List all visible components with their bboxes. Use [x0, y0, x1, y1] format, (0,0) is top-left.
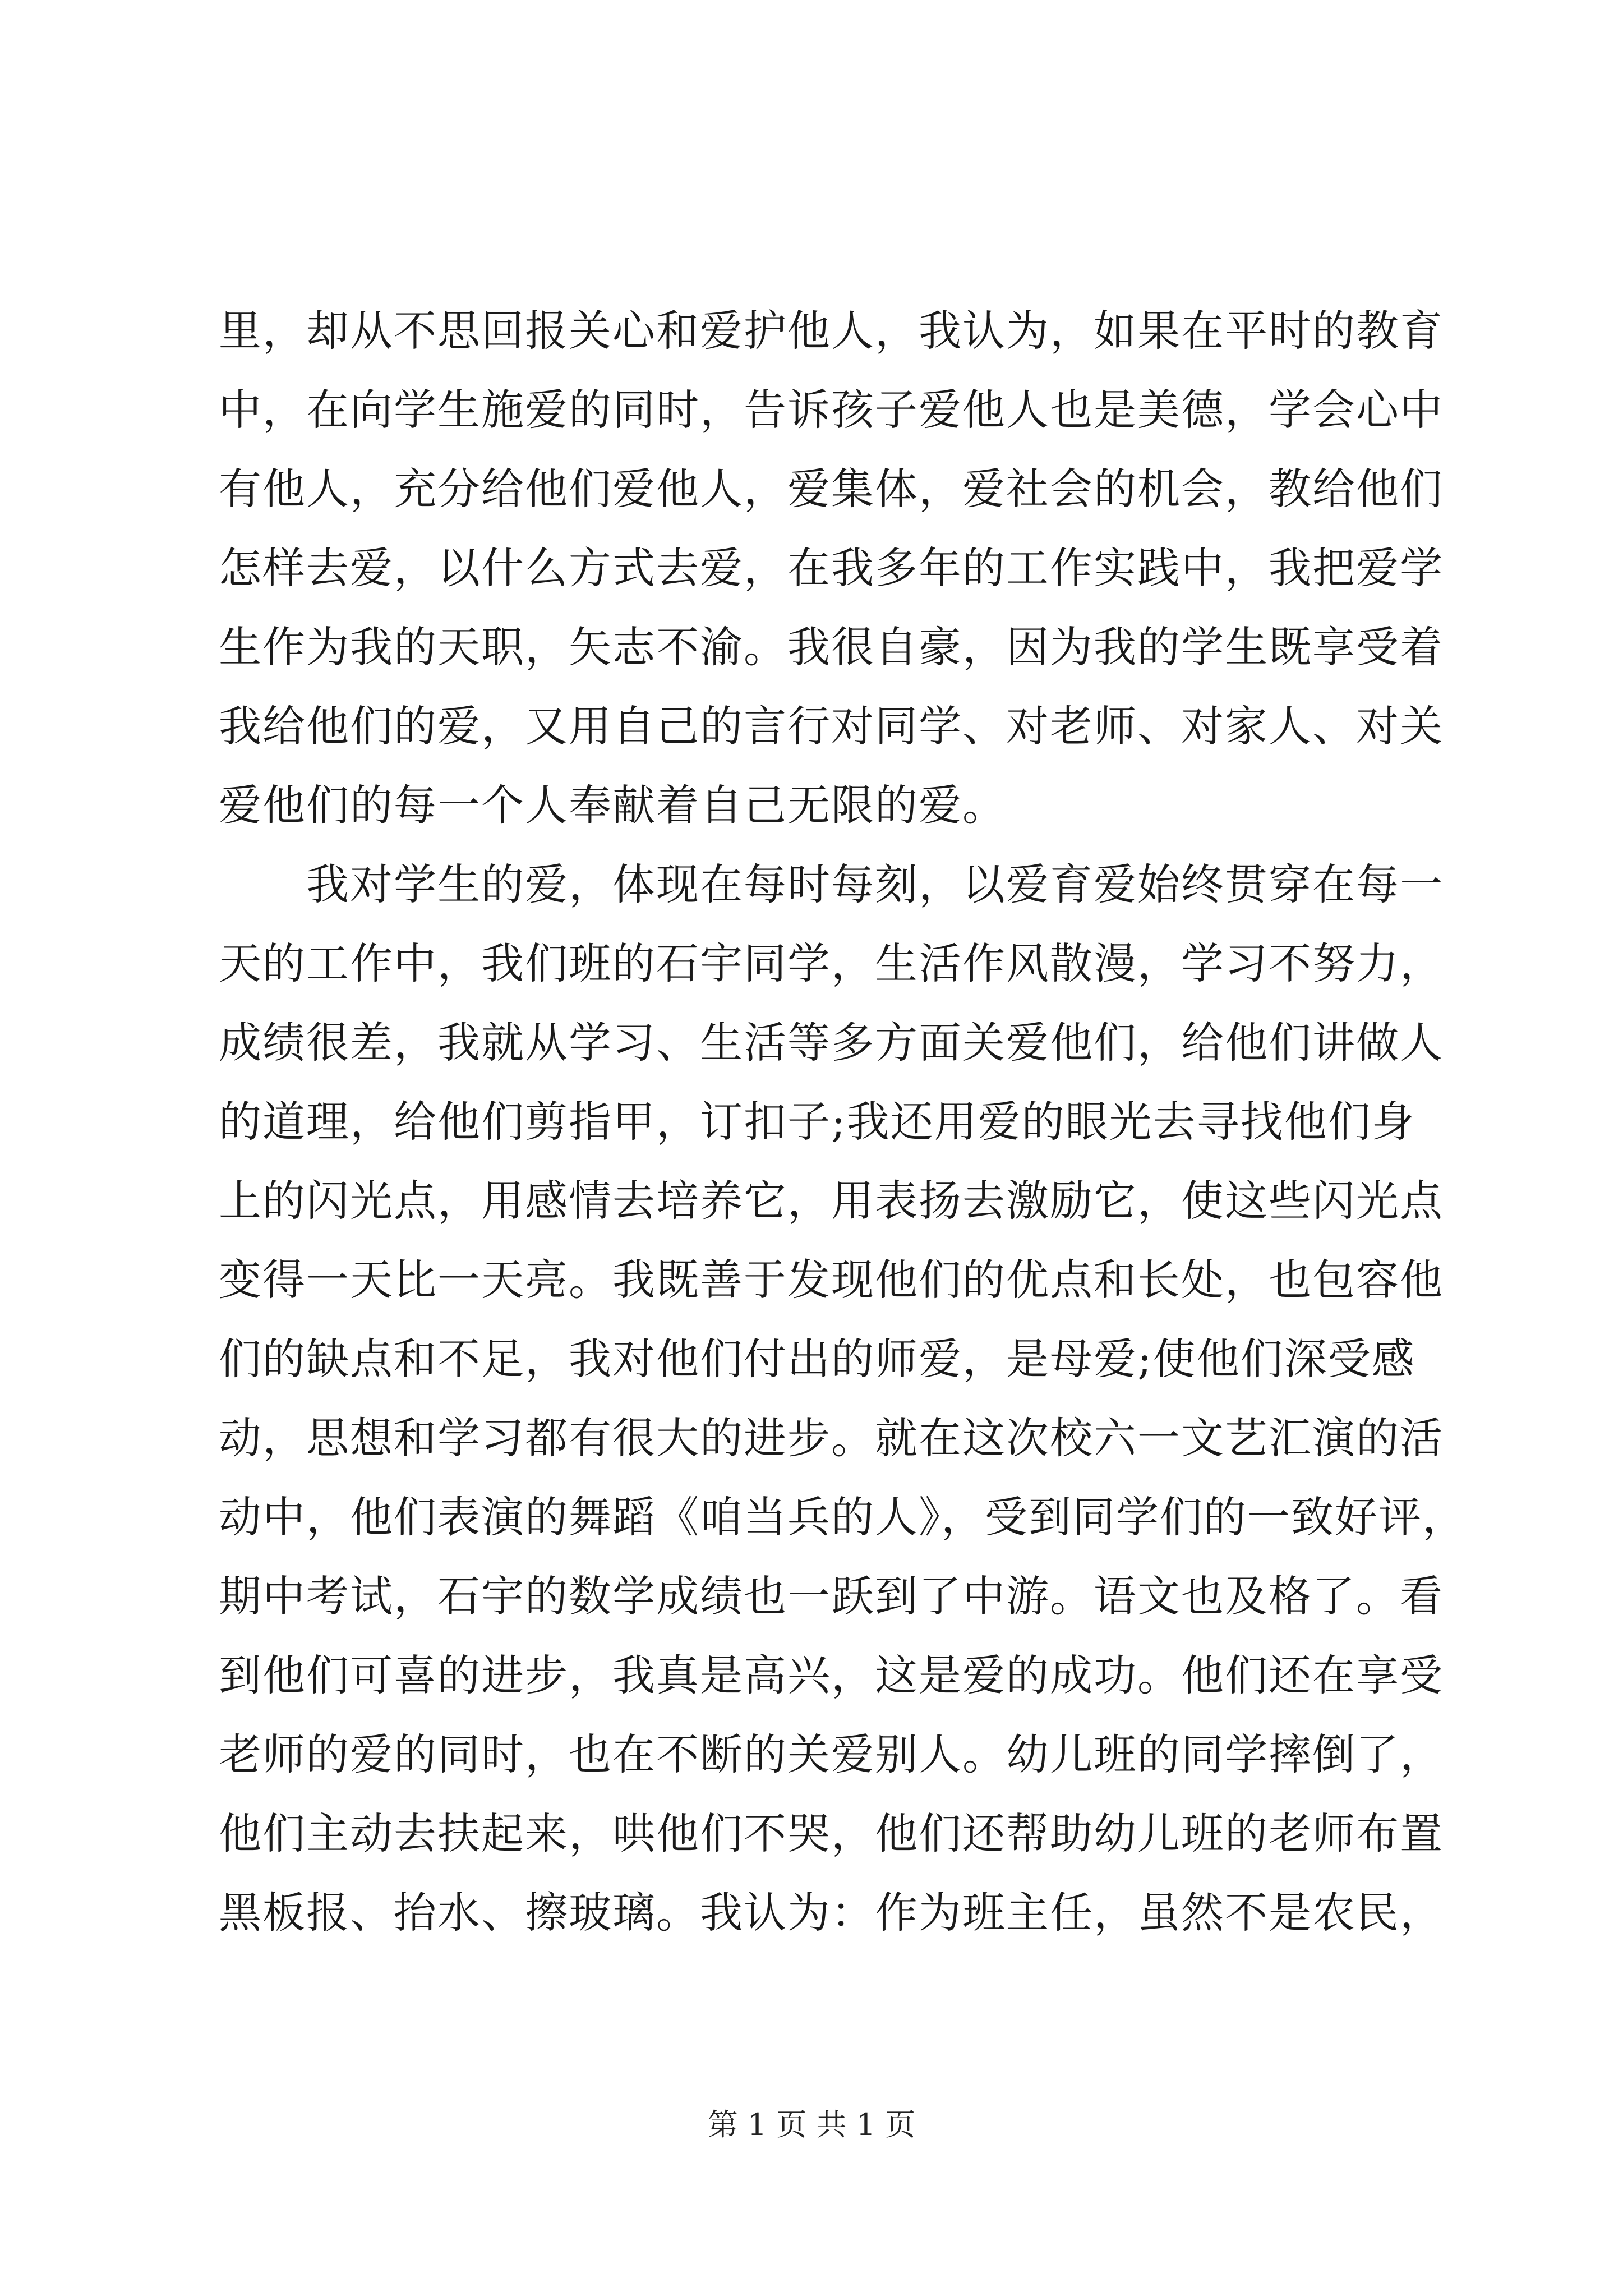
text-line: 爱他们的每一个人奉献着自己无限的爱。 — [219, 780, 1006, 830]
text-line: 老师的爱的同时，也在不断的关爱别人。幼儿班的同学摔倒了， — [219, 1729, 1444, 1779]
text-line: 怎样去爱，以什么方式去爱，在我多年的工作实践中，我把爱学 — [219, 543, 1444, 593]
text-line: 期中考试，石宇的数学成绩也一跃到了中游。语文也及格了。看 — [219, 1571, 1444, 1621]
text-line: 们的缺点和不足，我对他们付出的师爱，是母爱;使他们深受感 — [219, 1334, 1415, 1384]
text-line: 中，在向学生施爱的同时，告诉孩子爱他人也是美德，学会心中 — [219, 385, 1444, 435]
text-line: 动中，他们表演的舞蹈《咱当兵的人》，受到同学们的一致好评， — [219, 1492, 1466, 1542]
text-line: 我对学生的爱，体现在每时每刻，以爱育爱始终贯穿在每一 — [219, 859, 1444, 909]
text-line: 的道理，给他们剪指甲，订扣子;我还用爱的眼光去寻找他们身 — [219, 1097, 1415, 1147]
text-line: 有他人，充分给他们爱他人，爱集体，爱社会的机会，教给他们 — [219, 464, 1444, 514]
text-line: 成绩很差，我就从学习、生活等多方面关爱他们，给他们讲做人 — [219, 1018, 1444, 1068]
page-footer: 第 1 页 共 1 页 — [707, 2107, 916, 2142]
text-line: 到他们可喜的进步，我真是高兴，这是爱的成功。他们还在享受 — [219, 1650, 1444, 1700]
text-line: 变得一天比一天亮。我既善于发现他们的优点和长处，也包容他 — [219, 1255, 1444, 1305]
text-line: 天的工作中，我们班的石宇同学，生活作风散漫，学习不努力， — [219, 938, 1444, 988]
text-line: 他们主动去扶起来，哄他们不哭，他们还帮助幼儿班的老师布置 — [219, 1809, 1444, 1858]
text-line: 生作为我的天职，矢志不渝。我很自豪，因为我的学生既享受着 — [219, 622, 1444, 672]
text-line: 里，却从不思回报关心和爱护他人，我认为，如果在平时的教育 — [219, 306, 1444, 356]
text-line: 我给他们的爱，又用自己的言行对同学、对老师、对家人、对关 — [219, 701, 1444, 751]
text-line: 上的闪光点，用感情去培养它，用表扬去激励它，使这些闪光点 — [219, 1176, 1444, 1226]
text-line: 黑板报、抬水、擦玻璃。我认为：作为班主任，虽然不是农民， — [219, 1888, 1444, 1938]
text-line: 动，思想和学习都有很大的进步。就在这次校六一文艺汇演的活 — [219, 1413, 1444, 1463]
